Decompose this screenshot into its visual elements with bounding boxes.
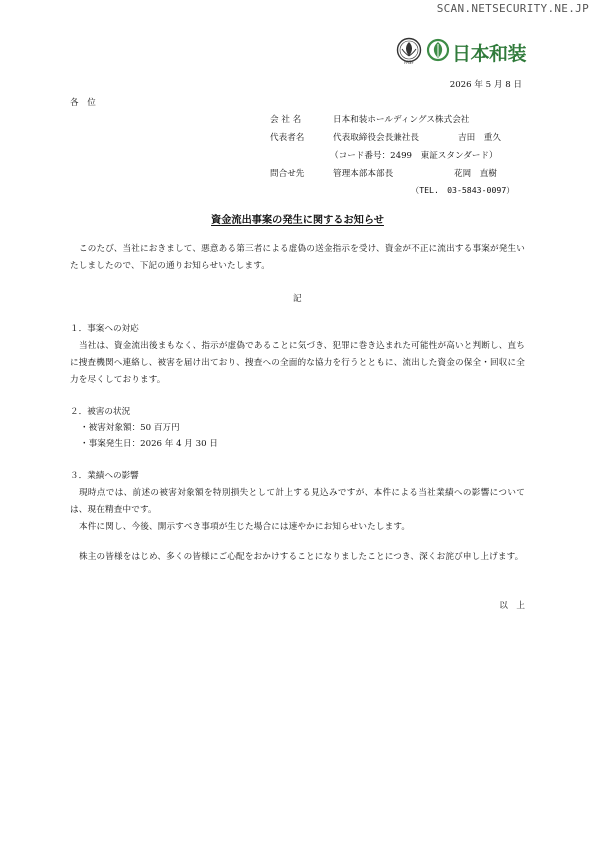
contact-tel: （TEL. 03-5843-0097） [411, 185, 515, 195]
company-logo [396, 36, 536, 66]
company-label: 会 社 名 [270, 115, 302, 125]
contact-label: 問合せ先 [270, 169, 305, 179]
leaf-logo-icon [426, 38, 450, 64]
rep-name: 吉田 重久 [458, 133, 501, 143]
ki-marker: 記 [293, 294, 302, 304]
intro-paragraph: このたび、当社におきまして、悪意ある第三者による虚偽の送金指示を受け、資金が不正に流出する事案が発生いたしましたので、下記の通りお知らせいたします。 [70, 244, 525, 271]
section1-heading: １．事案への対応 [70, 324, 139, 334]
damage-amount-item: ・被害対象額：50 百万円 [80, 423, 180, 433]
contact-title: 管理本部本部長 [333, 169, 394, 179]
securities-code: （コード番号：2499 東証スタンダード） [330, 151, 498, 161]
rep-title: 代表取締役会長兼社長 [333, 133, 419, 143]
brand-name: 日本和装 [452, 43, 527, 65]
section3-heading: ３．業績への影響 [70, 471, 139, 481]
section2-heading: ２．被害の状況 [70, 407, 131, 417]
document-date: 2026 年 5 月 8 日 [449, 80, 522, 90]
addressee: 各 位 [70, 98, 96, 108]
section1-body: 当社は、資金流出後まもなく、指示が虚偽であることに気づき、犯罪に巻き込まれた可能性が高いと判断し、直ちに捜査機関へ連絡し、被害を届け出ており、捜査への全面的な協力を行うとともに、流出した資金の保全・回収に全力を尽くしております。 [70, 341, 525, 385]
section3-body1: 現時点では、前述の被害対象額を特別損失として計上する見込みですが、本件による当社業績への影響については、現在精査中です。 [70, 488, 525, 515]
section3-body2: 本件に関し、今後、開示すべき事項が生じた場合には速やかにお知らせいたします。 [79, 522, 411, 532]
rep-label: 代表者名 [270, 133, 305, 143]
contact-name: 花岡 直樹 [454, 169, 497, 179]
incident-date-item: ・事案発生日：2026 年 4 月 30 日 [80, 439, 218, 449]
closing-marker: 以 上 [499, 601, 525, 611]
svg-text:FASF: FASF [404, 60, 414, 65]
emblem-icon [396, 37, 422, 65]
watermark-text: SCAN.NETSECURITY.NE.JP [436, 2, 589, 15]
apology-paragraph: 株主の皆様をはじめ、多くの皆様にご心配をおかけすることになりましたことにつき、深くお詫び申し上げます。 [79, 552, 524, 562]
company-value: 日本和装ホールディングス株式会社 [333, 115, 470, 125]
document-title: 資金流出事案の発生に関するお知らせ [211, 214, 384, 226]
